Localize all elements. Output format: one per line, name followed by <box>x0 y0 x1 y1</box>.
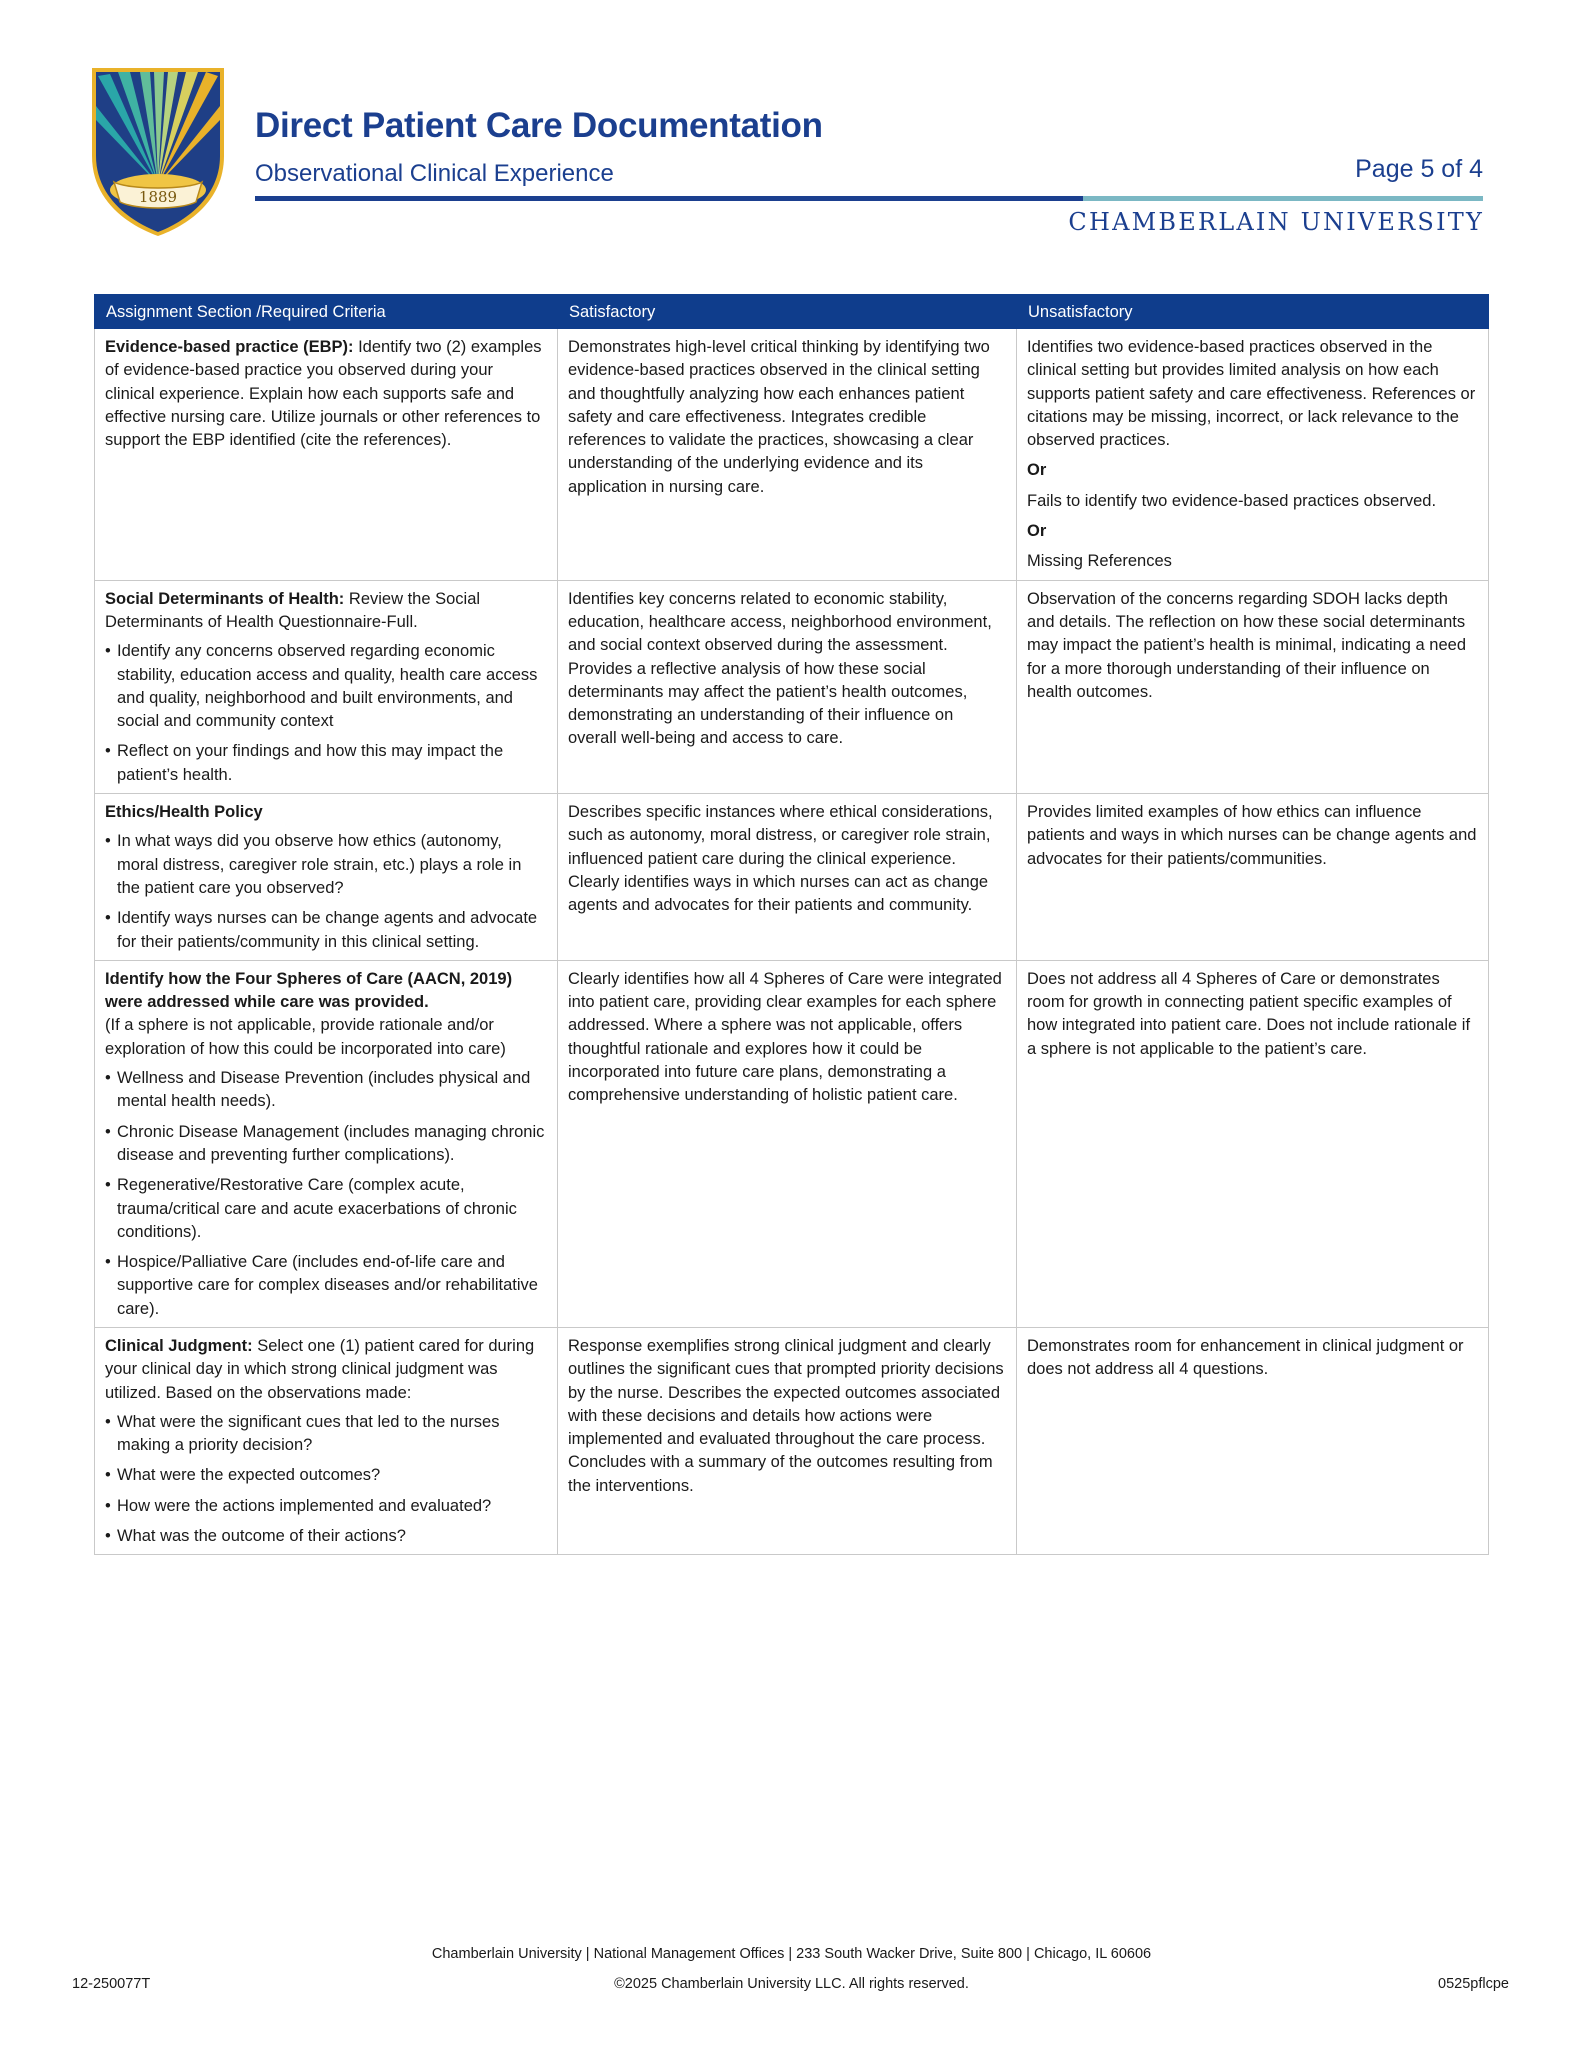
criteria-bullet-list <box>105 1067 547 1321</box>
list-item: • Identify ways nurses can be change agents and advocate for their patients/community in this clinical setting. <box>105 907 547 954</box>
criteria-cell <box>95 794 558 961</box>
satisfactory-cell <box>558 1327 1017 1554</box>
table-row <box>95 960 1489 1327</box>
unsatisfactory-cell <box>1017 1327 1489 1554</box>
unsatisfactory-text: Provides limited examples of how ethics can influence patients and ways in which nurses can be change agents and advocates for their patients/communities. <box>1027 803 1477 868</box>
table-row <box>95 1327 1489 1554</box>
footer-doc-id: 12-250077T <box>72 1976 151 1992</box>
satisfactory-cell <box>558 580 1017 793</box>
unsatisfactory-cell <box>1017 580 1489 793</box>
criteria-heading: Clinical Judgment: <box>105 1336 253 1355</box>
satisfactory-text: Demonstrates high-level critical thinking by identifying two evidence-based practices observed in the clinical setting and thoughtfully analyzing how each enhances patient safety and care effectiveness. Integrates credible references to validate the practices, showcasing a clear understanding of the underlying evidence and its application in nursing care. <box>568 338 990 496</box>
page-title: Direct Patient Care Documentation <box>255 106 823 145</box>
list-item: • What were the significant cues that led to the nurses making a priority decision? <box>105 1411 547 1458</box>
unsatisfactory-cell <box>1017 960 1489 1327</box>
page-subtitle: Observational Clinical Experience <box>255 160 614 187</box>
criteria-heading: Evidence-based practice (EBP): <box>105 338 354 356</box>
unsatisfactory-text: Fails to identify two evidence-based practices observed. <box>1027 491 1437 510</box>
satisfactory-text: Response exemplifies strong clinical judgment and clearly outlines the significant cues that prompted priority decisions by the nurse. Describes the expected outcomes associated with these decisions and details how actions were implemented and evaluated throughout the care process. Concludes with a summary of the outcomes resulting from the interventions. <box>568 1336 1004 1495</box>
table-header-row <box>95 295 1489 329</box>
list-item: • Hospice/Palliative Care (includes end-of-life care and supportive care for complex diseases and/or rehabilitative care). <box>105 1251 547 1321</box>
satisfactory-cell <box>558 794 1017 961</box>
criteria-text: Review the Social Determinants of Health Questionnaire-Full. <box>105 589 481 631</box>
criteria-text: (If a sphere is not applicable, provide rationale and/or exploration of how this could be incorporated into care) <box>105 1016 506 1058</box>
or-separator: Or <box>1027 461 1047 480</box>
criteria-cell <box>95 960 558 1327</box>
table-row <box>95 580 1489 793</box>
unsatisfactory-cell <box>1017 329 1489 581</box>
table-row <box>95 329 1489 581</box>
satisfactory-text: Identifies key concerns related to economic stability, education, healthcare access, neighborhood environment, and social context observed during the assessment. Provides a reflective analysis of how these social determinants may affect the patient’s health outcomes, demonstrating an understanding of their influence on overall well-being and access to care. <box>568 589 992 748</box>
university-wordmark: CHAMBERLAIN UNIVERSITY <box>1068 208 1484 236</box>
table-row <box>95 794 1489 961</box>
criteria-text: Identify two (2) examples of evidence-based practice you observed during your clinical experience. Explain how each supports safe and effective nursing care. Utilize journals or other references to support the EBP identified (cite the references). <box>105 338 542 450</box>
or-separator: Or <box>1027 522 1047 541</box>
list-item: • How were the actions implemented and evaluated? <box>105 1495 547 1518</box>
criteria-heading: Ethics/Health Policy <box>105 803 263 822</box>
list-item: • Wellness and Disease Prevention (includes physical and mental health needs). <box>105 1067 547 1114</box>
column-header-criteria: Assignment Section /Required Criteria <box>95 295 558 329</box>
unsatisfactory-text: Demonstrates room for enhancement in clinical judgment or does not address all 4 questions. <box>1027 1336 1464 1379</box>
criteria-heading: Identify how the Four Spheres of Care (AACN, 2019) were addressed while care was provided. <box>105 969 513 1012</box>
rubric-table <box>94 294 1489 1555</box>
satisfactory-text: Clearly identifies how all 4 Spheres of Care were integrated into patient care, providing clear examples for each sphere addressed. Where a sphere was not applicable, offers thoughtful rationale and explores how it could be incorporated into future care plans, demonstrating a comprehensive understanding of holistic patient care. <box>568 969 1002 1105</box>
footer-address: Chamberlain University | National Management Offices | 233 South Wacker Drive, Suite 800 | Chicago, IL 60606 <box>431 1946 1152 1962</box>
criteria-text: Select one (1) patient cared for during your clinical day in which strong clinical judgment was utilized. Based on the observations made: <box>105 1336 535 1402</box>
list-item: • Regenerative/Restorative Care (complex acute, trauma/critical care and acute exacerbations of chronic conditions). <box>105 1174 547 1244</box>
criteria-cell <box>95 1327 558 1554</box>
footer-code: 0525pflcpe <box>1438 1976 1509 1992</box>
header-rule <box>255 196 1083 201</box>
criteria-cell <box>95 580 558 793</box>
university-shield-logo <box>88 66 228 238</box>
criteria-bullet-list <box>105 1411 547 1548</box>
unsatisfactory-cell <box>1017 794 1489 961</box>
header-rule-accent <box>1083 196 1483 201</box>
unsatisfactory-text: Identifies two evidence-based practices observed in the clinical setting but provides limited analysis on how each supports patient safety and care effectiveness. References or citations may be missing, incorrect, or lack relevance to the observed practices. <box>1027 338 1476 450</box>
footer-copyright: ©2025 Chamberlain University LLC. All rights reserved. <box>614 1976 969 1992</box>
satisfactory-cell <box>558 329 1017 581</box>
column-header-unsatisfactory: Unsatisfactory <box>1017 295 1489 329</box>
list-item: • What was the outcome of their actions? <box>105 1525 547 1548</box>
satisfactory-text: Describes specific instances where ethical considerations, such as autonomy, moral distress, or caregiver role strain, influenced patient care during the clinical experience. Clearly identifies ways in which nurses can act as change agents and advocates for their patients and community. <box>568 803 993 915</box>
unsatisfactory-text: Does not address all 4 Spheres of Care or demonstrates room for growth in connecting patient specific examples of how integrated into patient care. Does not include rationale if a sphere is not applicable to the patient’s care. <box>1027 969 1471 1058</box>
criteria-bullet-list <box>105 830 547 953</box>
list-item: • Identify any concerns observed regarding economic stability, education access and quality, health care access and quality, neighborhood and built environments, and social and community context <box>105 640 547 733</box>
column-header-satisfactory: Satisfactory <box>558 295 1017 329</box>
unsatisfactory-text: Observation of the concerns regarding SDOH lacks depth and details. The reflection on how these social determinants may impact the patient’s health is minimal, indicating a need for a more thorough understanding of their influence on health outcomes. <box>1027 589 1467 701</box>
unsatisfactory-text: Missing References <box>1027 552 1172 571</box>
criteria-bullet-list <box>105 640 547 787</box>
page-number: Page 5 of 4 <box>1355 155 1483 183</box>
satisfactory-cell <box>558 960 1017 1327</box>
list-item: • What were the expected outcomes? <box>105 1464 547 1487</box>
list-item: • In what ways did you observe how ethics (autonomy, moral distress, caregiver role strain, etc.) plays a role in the patient care you observed? <box>105 830 547 900</box>
logo-year: 1889 <box>138 188 178 206</box>
list-item: • Chronic Disease Management (includes managing chronic disease and preventing further complications). <box>105 1121 547 1168</box>
criteria-heading: Social Determinants of Health: <box>105 589 345 608</box>
criteria-cell <box>95 329 558 581</box>
list-item: • Reflect on your findings and how this may impact the patient’s health. <box>105 740 547 787</box>
